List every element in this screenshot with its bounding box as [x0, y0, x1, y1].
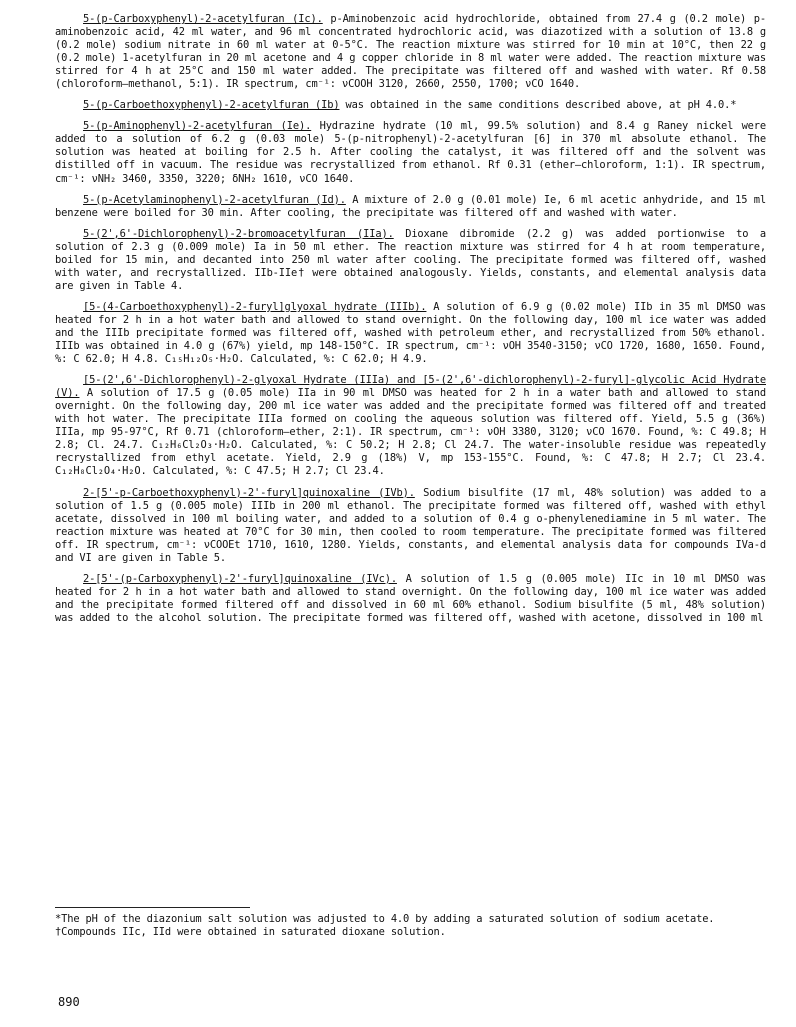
compound-title: 5-(p-Aminophenyl)-2-acetylfuran (Ie).: [83, 120, 312, 133]
procedure-text: Sodium bisulfite (17 ml, 48% solution) was added to a solution of 1.5 g (0.005 mole) IIIb in 200 ml ethanol. The precipitate formed was filtered off, washed with ethyl acetate, dissolved in 100 ml boiling water, and added to a solution of 0.4 g o-phenylenediamine in 5 ml water. The reaction mixture was heated at 70°C for 30 min, then cooled to room temperature. The precipitate formed was filtered off. IR spectrum, cm⁻¹: νCOOEt 1710, 1610, 1280. Yields, constants, and elemental analysis data for compounds IVa-d and VI are given in Table 5.: [55, 486, 766, 564]
procedure-text: A solution of 6.9 g (0.02 mole) IIb in 35 ml DMSO was heated for 2 h in a hot water bath and allowed to stand overnight. On the following day, 100 ml ice water was added and the IIIb precipitate formed was filtered off, washed with petroleum ether, and recrystallized from 50% ethanol. IIIb was obtained in 4.0 g (67%) yield, mp 148-150°C. IR spectrum, cm⁻¹: νOH 3540-3150; νCO 1720, 1680, 1650. Found, %: C 62.0; H 4.8. C₁₅H₁₂O₅·H₂O. Calculated, %: C 62.0; H 4.9.: [55, 300, 766, 366]
procedure-paragraph: [55, 13, 766, 91]
procedure-text: Hydrazine hydrate (10 ml, 99.5% solution) and 8.4 g Raney nickel were added to a solution of 6.2 g (0.03 mole) 5-(p-nitrophenyl)-2-acetylfuran [6] in 370 ml absolute ethanol. The solution was heated at boiling for 2.5 h. After cooling the catalyst, it was filtered off and the solvent was distilled off in vacuum. The residue was recrystallized from ethanol. Rf 0.31 (ether—chloroform, 1:1). IR spectrum, cm⁻¹: νNH₂ 3460, 3350, 3220; δNH₂ 1610, νCO 1640.: [55, 120, 766, 185]
compound-title: 5-(p-Carboethoxyphenyl)-2-acetylfuran (Ib): [83, 99, 340, 112]
procedure-paragraph: [55, 374, 766, 478]
body-text: [55, 13, 766, 625]
procedure-paragraph: [55, 301, 766, 366]
page-number: 890: [58, 995, 80, 1009]
procedure-text: was obtained in the same conditions described above, at pH 4.0.*: [339, 99, 737, 112]
compound-title: [5-(2',6'-Dichlorophenyl)-2-glyoxal Hydrate (IIIa) and [5-(2',6'-dichlorophenyl)-2-furyl]-glycolic Acid Hydrate (V).: [55, 374, 766, 400]
procedure-text: Dioxane dibromide (2.2 g) was added portionwise to a solution of 2.3 g (0.009 mole) Ia in 50 ml ether. The reaction mixture was stirred for 4 h at room temperature, boiled for 15 min, and decanted into 250 ml water after cooling. The precipitate formed was filtered off, washed with water, and recrystallized. IIb-IIe† were obtained analogously. Yields, constants, and elemental analysis data are given in Table 4.: [55, 227, 766, 292]
procedure-text: A solution of 1.5 g (0.005 mole) IIc in 10 ml DMSO was heated for 2 h in a hot water bath and allowed to stand overnight. On the following day, 100 ml ice water was added and the precipitate formed filtered off and dissolved in 60 ml 60% ethanol. Sodium bisulfite (5 ml, 48% solution) was added to the alcohol solution. The precipitate formed was filtered off, washed with acetone, dissolved in 100 ml: [55, 572, 766, 624]
procedure-paragraph: [55, 487, 766, 565]
compound-title: 2-[5'-p-Carboethoxyphenyl)-2'-furyl]quinoxaline (IVb).: [83, 486, 415, 499]
footnote-rule: [55, 907, 250, 908]
procedure-text: A mixture of 2.0 g (0.01 mole) Ie, 6 ml acetic anhydride, and 15 ml benzene were boiled for 30 min. After cooling, the precipitate was filtered off and washed with water.: [55, 193, 766, 219]
footnote-dagger: †Compounds IIc, IId were obtained in saturated dioxane solution.: [55, 926, 446, 938]
procedure-paragraph: [55, 194, 766, 220]
footnotes: [55, 913, 766, 939]
compound-title: 5-(p-Acetylaminophenyl)-2-acetylfuran (Id).: [83, 193, 346, 206]
compound-title: 5-(p-Carboxyphenyl)-2-acetylfuran (Ic).: [83, 13, 323, 25]
procedure-text: p-Aminobenzoic acid hydrochloride, obtained from 27.4 g (0.2 mole) p-aminobenzoic acid, 42 ml water, and 96 ml concentrated hydrochloric acid, was diazotized with a solution of 13.8 g (0.2 mole) sodium nitrate in 60 ml water at 0-5°C. The reaction mixture was stirred for 10 min at 10°C, then 22 g (0.2 mole) 1-acetylfuran in 20 ml acetone and 4 g copper chloride in 8 ml water were added. The reaction mixture was stirred for 4 h at 25°C and 150 ml water added. The precipitate was filtered off and washed with water. Rf 0.58 (chloroform—methanol, 5:1). IR spectrum, cm⁻¹: νCOOH 3120, 2660, 2550, 1700; νCO 1640.: [55, 13, 766, 91]
procedure-paragraph: [55, 573, 766, 625]
procedure-paragraph: [55, 228, 766, 293]
compound-title: [5-(4-Carboethoxyphenyl)-2-furyl]glyoxal hydrate (IIIb).: [83, 300, 427, 313]
footnote-asterisk: *The pH of the diazonium salt solution was adjusted to 4.0 by adding a saturated solution of sodium acetate.: [55, 913, 715, 925]
procedure-paragraph: [55, 99, 766, 112]
compound-title: 2-[5'-(p-Carboxyphenyl)-2'-furyl]quinoxaline (IVc).: [83, 572, 397, 585]
procedure-text: A solution of 17.5 g (0.05 mole) IIa in 90 ml DMSO was heated for 2 h in a water bath and allowed to stand overnight. On the following day, 200 ml ice water was added and the precipitate formed was filtered off and treated with hot water. The precipitate IIIa formed on cooling the aqueous solution was filtered off. Yield, 5.5 g (36%) IIIa, mp 95-97°C, Rf 0.71 (chloroform—ether, 2:1). IR spectrum, cm⁻¹: νOH 3380, 3120; νCO 1670. Found, %: C 49.8; H 2.8; Cl. 24.7. C₁₂H₆Cl₂O₃·H₂O. Calculated, %: C 50.2; H 2.8; Cl 24.7. The water-insoluble residue was repeatedly recrystallized from ethyl acetate. Yield, 2.9 g (18%) V, mp 153-155°C. Found, %: C 47.8; H 2.7; Cl 23.4. C₁₂H₈Cl₂O₄·H₂O. Calculated, %: C 47.5; H 2.7; Cl 23.4.: [55, 387, 766, 478]
compound-title: 5-(2',6'-Dichlorophenyl)-2-bromoacetylfuran (IIa).: [83, 227, 394, 240]
procedure-paragraph: [55, 120, 766, 185]
